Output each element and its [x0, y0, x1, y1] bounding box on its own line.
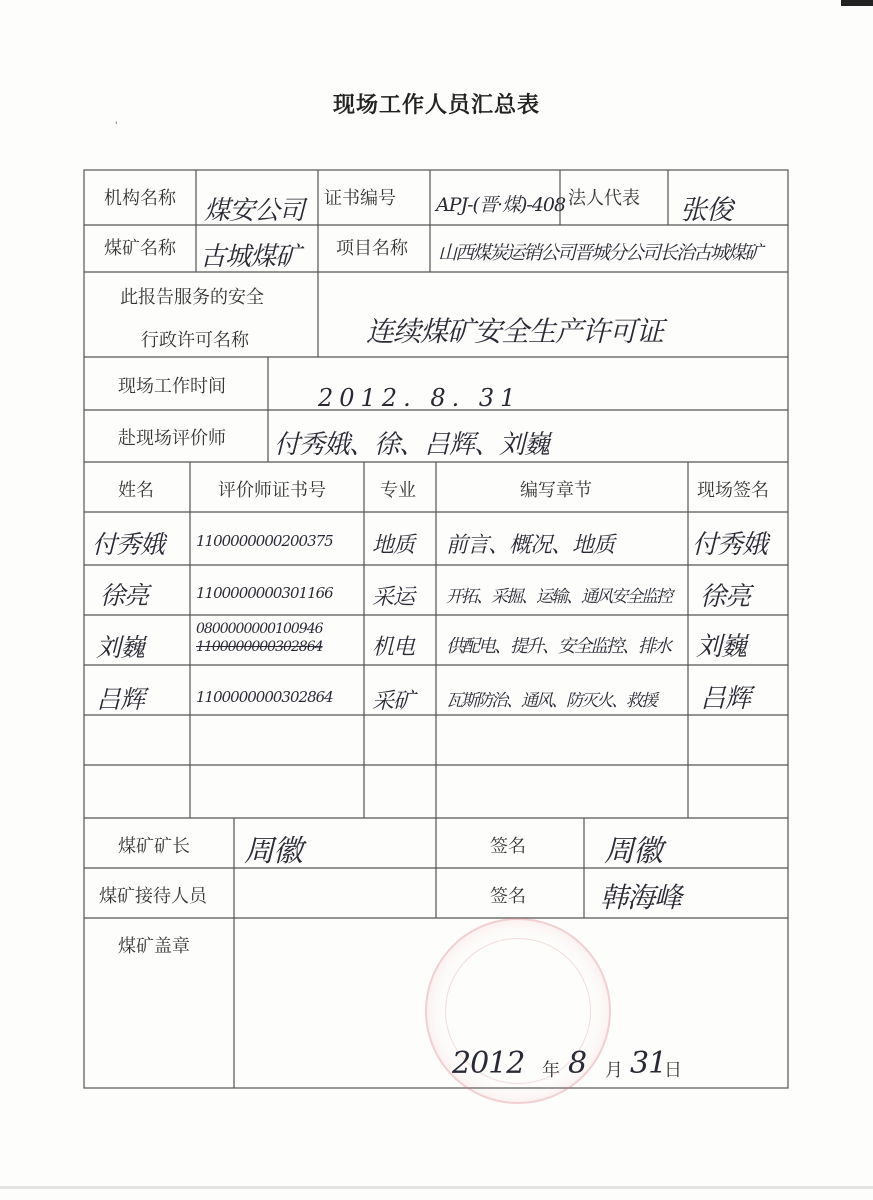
staff-name-2: 徐亮 — [100, 581, 149, 610]
scan-edge — [0, 1186, 873, 1189]
mine-head-signature: 周徽 — [604, 834, 662, 869]
staff-cert-3-struck: 1100000000302864 — [196, 639, 323, 655]
handwritten-evaluators: 付秀娥、徐、吕辉、刘巍 — [274, 430, 550, 460]
handwritten-project-name: 山西煤炭运销公司晋城分公司长治古城煤矿 — [438, 242, 762, 264]
date-day: 31 — [630, 1046, 667, 1081]
handwritten-permit: 连续煤矿安全生产许可证 — [366, 315, 664, 348]
handwritten-legal-rep: 张俊 — [680, 195, 732, 226]
handwritten-cert-no: APJ-(晋·煤)-408 — [436, 194, 566, 216]
staff-chapters-4: 瓦斯防治、通风、防灭火、救援 — [446, 691, 656, 711]
staff-major-3: 机电 — [372, 635, 415, 660]
date-month-unit: 月 — [605, 1060, 623, 1081]
label-work-time: 现场工作时间 — [118, 376, 226, 397]
label-sign2: 签名 — [490, 886, 526, 907]
label-permit-line1: 此报告服务的安全 — [120, 287, 264, 308]
header-name: 姓名 — [118, 480, 154, 501]
label-org-name: 机构名称 — [104, 188, 176, 209]
staff-sign-2: 徐亮 — [700, 582, 751, 612]
date-year: 2012 — [452, 1046, 525, 1081]
header-cert: 评价师证书号 — [218, 480, 326, 501]
page-title: 现场工作人员汇总表 — [332, 93, 540, 118]
staff-major-4: 采矿 — [372, 689, 415, 714]
label-mine-name: 煤矿名称 — [104, 238, 176, 259]
staff-name-3: 刘巍 — [96, 633, 145, 662]
date-day-unit: 日 — [664, 1060, 682, 1081]
staff-name-4: 吕辉 — [96, 685, 145, 714]
staff-cert-2: 1100000000301166 — [196, 584, 333, 602]
staff-sign-4: 吕辉 — [700, 684, 751, 714]
header-sign: 现场签名 — [697, 480, 769, 501]
label-evaluators: 赴现场评价师 — [118, 428, 226, 449]
staff-chapters-2: 开拓、采掘、运输、通风安全监控 — [446, 587, 671, 607]
handwritten-org: 煤安公司 — [204, 196, 305, 226]
label-legal-rep: 法人代表 — [568, 188, 640, 209]
label-seal: 煤矿盖章 — [118, 936, 190, 957]
staff-chapters-3: 供配电、提升、安全监控、排水 — [446, 636, 670, 657]
mine-head-name: 周徽 — [244, 834, 302, 869]
staff-sign-3: 刘巍 — [696, 632, 747, 662]
staff-cert-3: 0800000000100946 — [196, 621, 323, 637]
handwritten-mine-name: 古城煤矿 — [200, 242, 301, 272]
reception-signature: 韩海峰 — [600, 881, 682, 914]
label-reception: 煤矿接待人员 — [99, 886, 207, 907]
label-project-name: 项目名称 — [336, 238, 408, 259]
staff-cert-4: 1100000000302864 — [196, 688, 333, 706]
label-mine-head: 煤矿矿长 — [118, 836, 190, 857]
header-major: 专业 — [380, 480, 416, 501]
label-sign1: 签名 — [490, 836, 526, 857]
date-month: 8 — [568, 1046, 587, 1081]
handwritten-work-time: 2012. 8. 31 — [318, 384, 522, 412]
staff-major-2: 采运 — [372, 585, 415, 610]
tick-mark: ' — [115, 121, 118, 131]
header-chapters: 编写章节 — [520, 480, 592, 501]
staff-cert-1: 1100000000200375 — [196, 532, 333, 550]
staff-sign-1: 付秀娥 — [692, 530, 768, 560]
staff-chapters-1: 前言、概况、地质 — [446, 533, 615, 558]
date-year-unit: 年 — [542, 1060, 560, 1081]
staff-name-1: 付秀娥 — [92, 530, 165, 559]
label-cert-no: 证书编号 — [324, 188, 396, 209]
staff-major-1: 地质 — [372, 533, 415, 558]
label-permit-line2: 行政许可名称 — [141, 330, 249, 351]
